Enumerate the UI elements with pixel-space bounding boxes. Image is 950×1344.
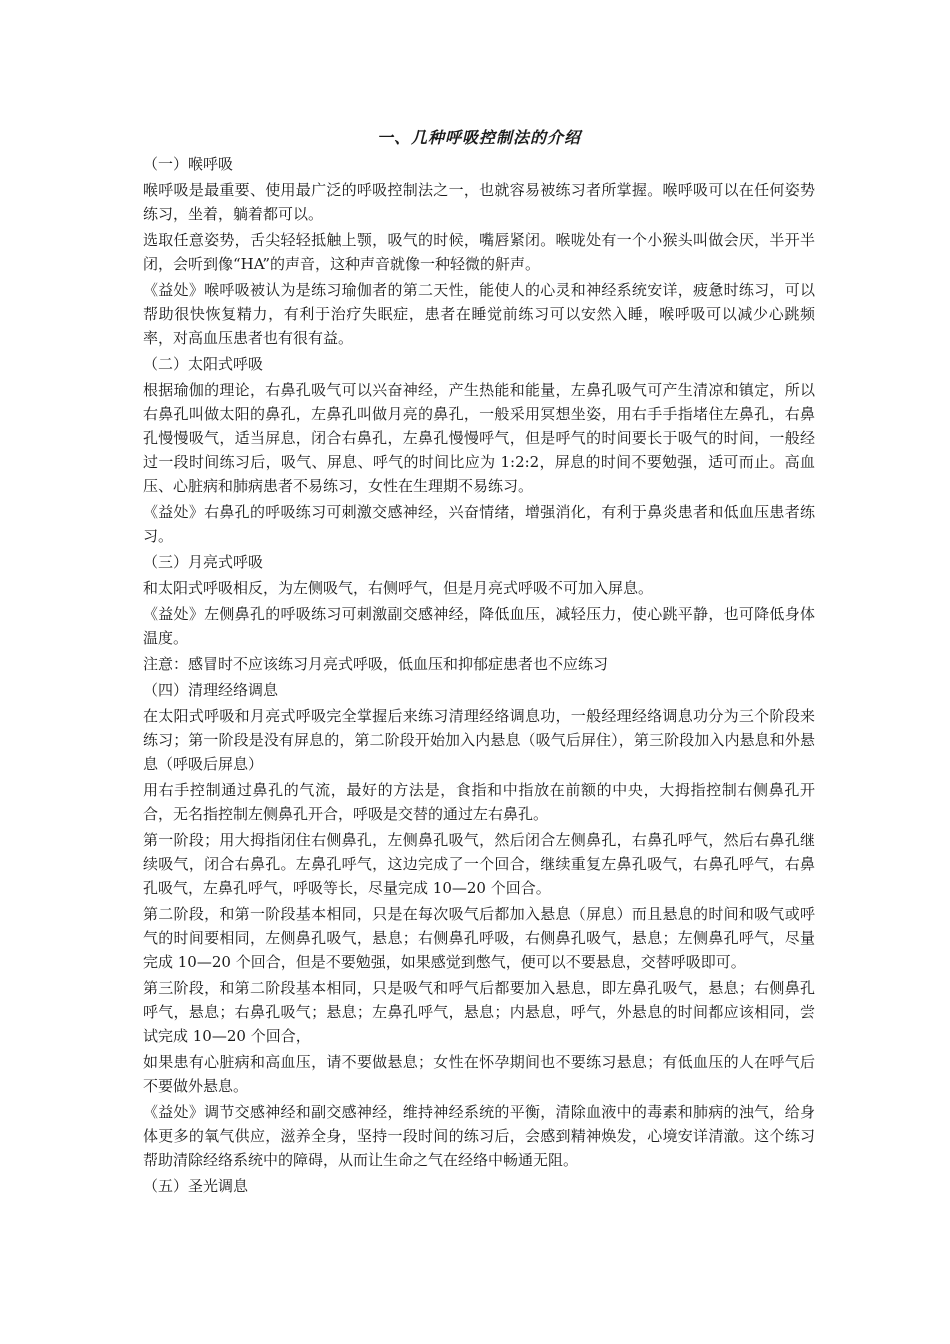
section [143, 1174, 815, 1198]
paragraph: 第三阶段，和第二阶段基本相同，只是吸气和呼气后都要加入悬息，即左鼻孔吸气，悬息；右侧鼻孔呼气，悬息；右鼻孔吸气；悬息；左鼻孔呼气，悬息；内悬息，呼气，外悬息的时间都应该相同，尝试完成 10—20 个回合， [143, 979, 815, 1045]
document-title: 一、几种呼吸控制法的介绍 [376, 128, 581, 147]
paragraph: 《益处》左侧鼻孔的呼吸练习可刺激副交感神经，降低血压，减轻压力，使心跳平静，也可降低身体温度。 [143, 605, 815, 647]
paragraph: 和太阳式呼吸相反，为左侧吸气，右侧呼气，但是月亮式呼吸不可加入屏息。 [143, 579, 654, 597]
paragraph: 喉呼吸是最重要、使用最广泛的呼吸控制法之一，也就容易被练习者所掌握。喉呼吸可以在任何姿势练习，坐着，躺着都可以。 [143, 181, 815, 223]
paragraph: 选取任意姿势，舌尖轻轻抵触上颚，吸气的时候，嘴唇紧闭。喉咙处有一个小猴头叫做会厌，半开半闭，会听到像“HA”的声音，这种声音就像一种轻微的鼾声。 [143, 231, 815, 273]
section-list [143, 152, 815, 1198]
paragraph: 《益处》喉呼吸被认为是练习瑜伽者的第二天性，能使人的心灵和神经系统安详，疲惫时练习，可以帮助很快恢复精力，有利于治疗失眠症，患者在睡觉前练习可以安然入睡，喉呼吸可以减少心跳频率，对高血压患者也有很有益。 [143, 281, 815, 347]
section [143, 550, 815, 676]
paragraph: 《益处》调节交感神经和副交感神经，维持神经系统的平衡，清除血液中的毒素和肺病的浊气，给身体更多的氧气供应，滋养全身，坚持一段时间的练习后，会感到精神焕发，心境安详清澈。这个练习帮助清除经络系统中的障碍，从而让生命之气在经络中畅通无阻。 [143, 1103, 815, 1169]
paragraph: 《益处》右鼻孔的呼吸练习可刺激交感神经，兴奋情绪，增强消化，有利于鼻炎患者和低血压患者练习。 [143, 503, 815, 545]
section-heading: （二）太阳式呼吸 [143, 355, 264, 373]
paragraph: 用右手控制通过鼻孔的气流，最好的方法是，食指和中指放在前额的中央，大拇指控制右侧鼻孔开合，无名指控制左侧鼻孔开合，呼吸是交替的通过左右鼻孔。 [143, 781, 815, 823]
section [143, 152, 815, 350]
section [143, 352, 815, 548]
paragraph: 第二阶段，和第一阶段基本相同，只是在每次吸气后都加入悬息（屏息）而且悬息的时间和吸气或呼气的时间要相同，左侧鼻孔吸气，悬息；右侧鼻孔呼吸，右侧鼻孔吸气，悬息；左侧鼻孔呼气，尽量完成 10—20 个回合，但是不要勉强，如果感觉到憋气，便可以不要悬息，交替呼吸即可。 [143, 905, 815, 971]
paragraph: 注意：感冒时不应该练习月亮式呼吸，低血压和抑郁症患者也不应练习 [143, 655, 609, 673]
document-body [143, 126, 815, 1200]
section-heading: （五）圣光调息 [143, 1177, 249, 1195]
section [143, 678, 815, 1172]
section-heading: （一）喉呼吸 [143, 155, 234, 173]
paragraph: 第一阶段；用大拇指闭住右侧鼻孔，左侧鼻孔吸气，然后闭合左侧鼻孔，右鼻孔呼气，然后右鼻孔继续吸气，闭合右鼻孔。左鼻孔呼气，这边完成了一个回合，继续重复左鼻孔吸气，右鼻孔呼气，右鼻孔吸气，左鼻孔呼气，呼吸等长，尽量完成 10—20 个回合。 [143, 831, 815, 897]
paragraph: 在太阳式呼吸和月亮式呼吸完全掌握后来练习清理经络调息功，一般经理经络调息功分为三个阶段来练习；第一阶段是没有屏息的，第二阶段开始加入内悬息（吸气后屏住），第三阶段加入内悬息和外悬息（呼吸后屏息） [143, 707, 815, 773]
section-heading: （四）清理经络调息 [143, 681, 279, 699]
paragraph: 根据瑜伽的理论，右鼻孔吸气可以兴奋神经，产生热能和能量，左鼻孔吸气可产生清凉和镇定，所以右鼻孔叫做太阳的鼻孔，左鼻孔叫做月亮的鼻孔，一般采用冥想坐姿，用右手手指堵住左鼻孔，右鼻孔慢慢吸气，适当屏息，闭合右鼻孔，左鼻孔慢慢呼气，但是呼气的时间要长于吸气的时间，一般经过一段时间练习后，吸气、屏息、呼气的时间比应为 1:2:2，屏息的时间不要勉强，适可而止。高血压、心脏病和肺病患者不易练习，女性在生理期不易练习。 [143, 381, 815, 495]
section-heading: （三）月亮式呼吸 [143, 553, 264, 571]
paragraph: 如果患有心脏病和高血压，请不要做悬息；女性在怀孕期间也不要练习悬息；有低血压的人在呼气后不要做外悬息。 [143, 1053, 815, 1095]
